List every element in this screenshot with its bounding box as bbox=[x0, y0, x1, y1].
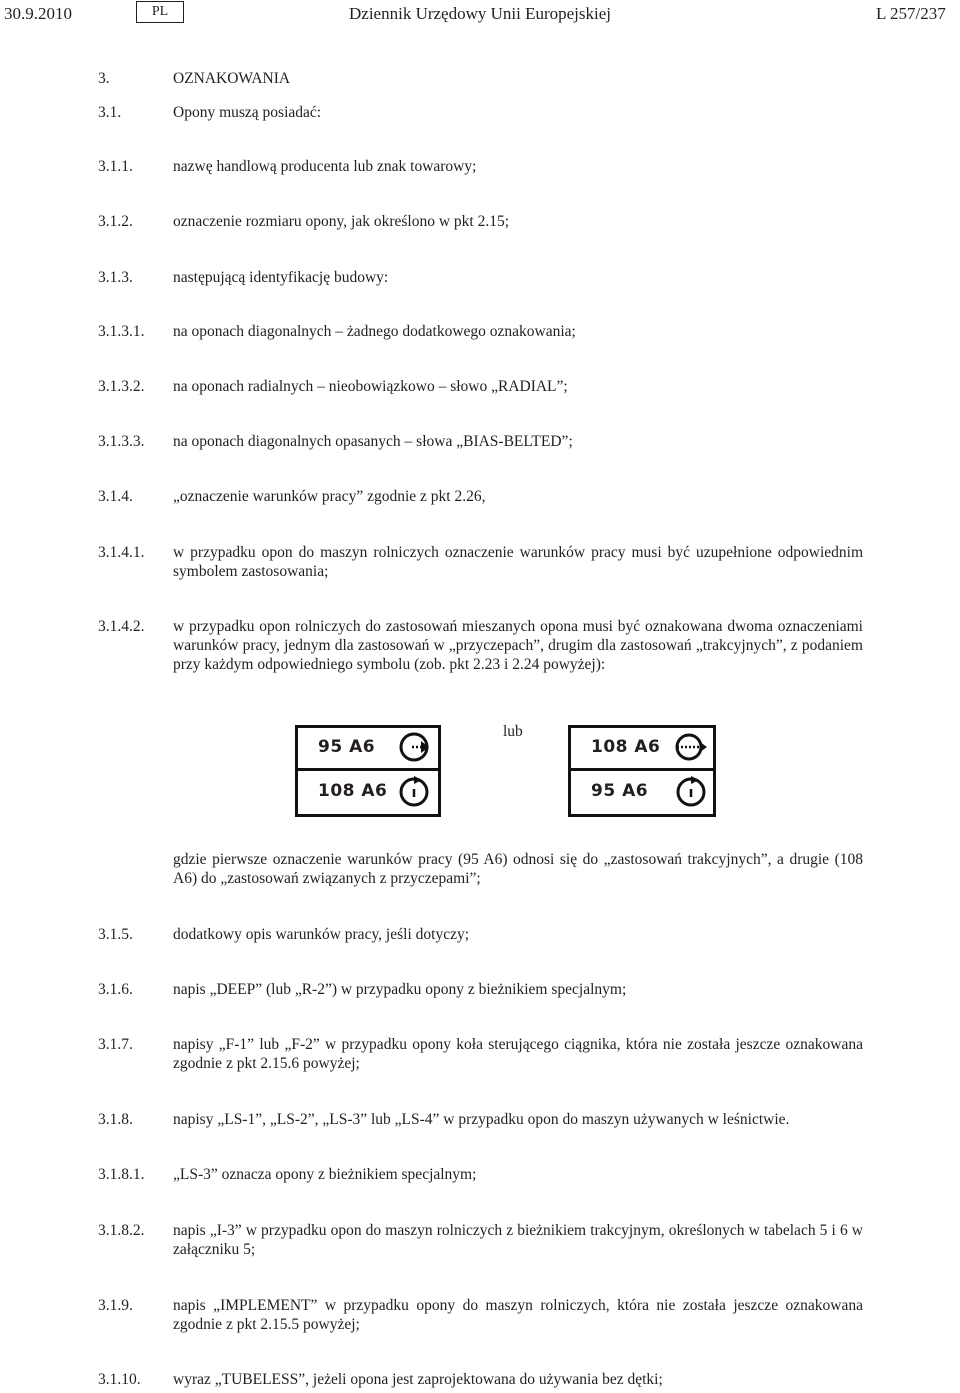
item-text: napis „DEEP” (lub „R-2”) w przypadku opony z bieżnikiem specjalnym; bbox=[173, 981, 627, 998]
item-text: napis „IMPLEMENT” w przypadku opony do maszyn rolniczych, która nie została jeszcze oznakowana zgodnie z pkt 2.15.5 powyżej; bbox=[173, 1297, 863, 1333]
alternative-separator: lub bbox=[503, 723, 523, 740]
service-description: 108 A6 bbox=[591, 737, 661, 757]
item-text: wyraz „TUBELESS”, jeżeli opona jest zaprojektowana do używania bez dętki; bbox=[173, 1371, 663, 1388]
item-text: „LS-3” oznacza opony z bieżnikiem specjalnym; bbox=[173, 1166, 477, 1183]
item-text: następującą identyfikację budowy: bbox=[173, 269, 389, 286]
item-number: 3.1.8.1. bbox=[98, 1166, 145, 1183]
item-number: 3.1.4.2. bbox=[98, 618, 145, 635]
circle-arrow-top-icon bbox=[675, 775, 707, 807]
box-divider bbox=[571, 768, 713, 771]
item-text: oznaczenie rozmiaru opony, jak określono w pkt 2.15; bbox=[173, 213, 510, 230]
box-divider bbox=[298, 768, 438, 771]
item-number: 3.1.1. bbox=[98, 158, 133, 175]
item-text: napisy „F-1” lub „F-2” w przypadku opony koła sterującego ciągnika, która nie została jeszcze oznakowana zgodnie z pkt 2.15.6 powyżej; bbox=[173, 1036, 863, 1072]
item-number: 3.1.7. bbox=[98, 1036, 133, 1053]
item-number: 3.1.6. bbox=[98, 981, 133, 998]
circle-arrow-icon bbox=[398, 731, 430, 763]
item-number: 3.1.3.1. bbox=[98, 323, 145, 340]
item-number: 3.1.8.2. bbox=[98, 1222, 145, 1239]
page-header bbox=[0, 0, 960, 30]
item-text: napisy „LS-1”, „LS-2”, „LS-3” lub „LS-4” w przypadku opon do maszyn używanych w leśnictwie. bbox=[173, 1111, 790, 1128]
item-text: w przypadku opon rolniczych do zastosowań mieszanych opona musi być oznakowana dwoma oznaczeniami warunków pracy, jednym dla zastosowań w „przyczepach”, drugim dla zastosowań „trakcyjnych”, z podaniem przy każdym odpowiedniego symbolu (zob. pkt 2.23 i 2.24 powyżej): bbox=[173, 618, 863, 673]
service-description: 108 A6 bbox=[318, 781, 388, 801]
marking-cell-bottom bbox=[571, 772, 713, 810]
arrow-circle-icon bbox=[675, 731, 707, 763]
service-description: 95 A6 bbox=[591, 781, 649, 801]
item-text: na oponach diagonalnych – żadnego dodatkowego oznakowania; bbox=[173, 323, 576, 340]
item-number: 3.1.4. bbox=[98, 488, 133, 505]
item-number: 3.1.4.1. bbox=[98, 544, 145, 561]
marking-box-right bbox=[568, 725, 716, 817]
item-number: 3.1.2. bbox=[98, 213, 133, 230]
marking-cell-bottom bbox=[298, 772, 438, 810]
item-text: dodatkowy opis warunków pracy, jeśli dotyczy; bbox=[173, 926, 470, 943]
item-text: Opony muszą posiadać: bbox=[173, 104, 322, 121]
item-text: na oponach radialnych – nieobowiązkowo – słowo „RADIAL”; bbox=[173, 378, 568, 395]
item-number: 3.1.5. bbox=[98, 926, 133, 943]
item-number: 3.1.3.3. bbox=[98, 433, 145, 450]
marking-box-left bbox=[295, 725, 441, 817]
item-text: OZNAKOWANIA bbox=[173, 70, 291, 87]
item-text: w przypadku opon do maszyn rolniczych oznaczenie warunków pracy musi być uzupełnione odpowiednim symbolem zastosowania; bbox=[173, 544, 863, 580]
publication-date: 30.9.2010 bbox=[4, 4, 72, 23]
marking-cell-top bbox=[298, 728, 438, 766]
item-number: 3.1.8. bbox=[98, 1111, 133, 1128]
language-badge: PL bbox=[136, 1, 184, 23]
marking-figure bbox=[0, 718, 960, 828]
item-text: gdzie pierwsze oznaczenie warunków pracy (95 A6) odnosi się do „zastosowań trakcyjnych”, a drugie (108 A6) do „zastosowań związanych z przyczepami”; bbox=[173, 851, 863, 887]
page-number: L 257/237 bbox=[876, 4, 946, 23]
item-number: 3.1.10. bbox=[98, 1371, 141, 1388]
marking-cell-top bbox=[571, 728, 713, 766]
item-text: na oponach diagonalnych opasanych – słowa „BIAS-BELTED”; bbox=[173, 433, 573, 450]
journal-title: Dziennik Urzędowy Unii Europejskiej bbox=[349, 4, 612, 23]
item-number: 3.1. bbox=[98, 104, 122, 121]
item-text: nazwę handlową producenta lub znak towarowy; bbox=[173, 158, 477, 175]
item-number: 3.1.9. bbox=[98, 1297, 133, 1314]
item-number: 3.1.3. bbox=[98, 269, 133, 286]
item-number: 3. bbox=[98, 70, 110, 87]
item-number: 3.1.3.2. bbox=[98, 378, 145, 395]
circle-arrow-top-icon bbox=[398, 775, 430, 807]
item-text: „oznaczenie warunków pracy” zgodnie z pkt 2.26, bbox=[173, 488, 486, 505]
service-description: 95 A6 bbox=[318, 737, 376, 757]
item-text: napis „I-3” w przypadku opon do maszyn rolniczych z bieżnikiem trakcyjnym, określonych w tabelach 5 i 6 w załączniku 5; bbox=[173, 1222, 863, 1258]
